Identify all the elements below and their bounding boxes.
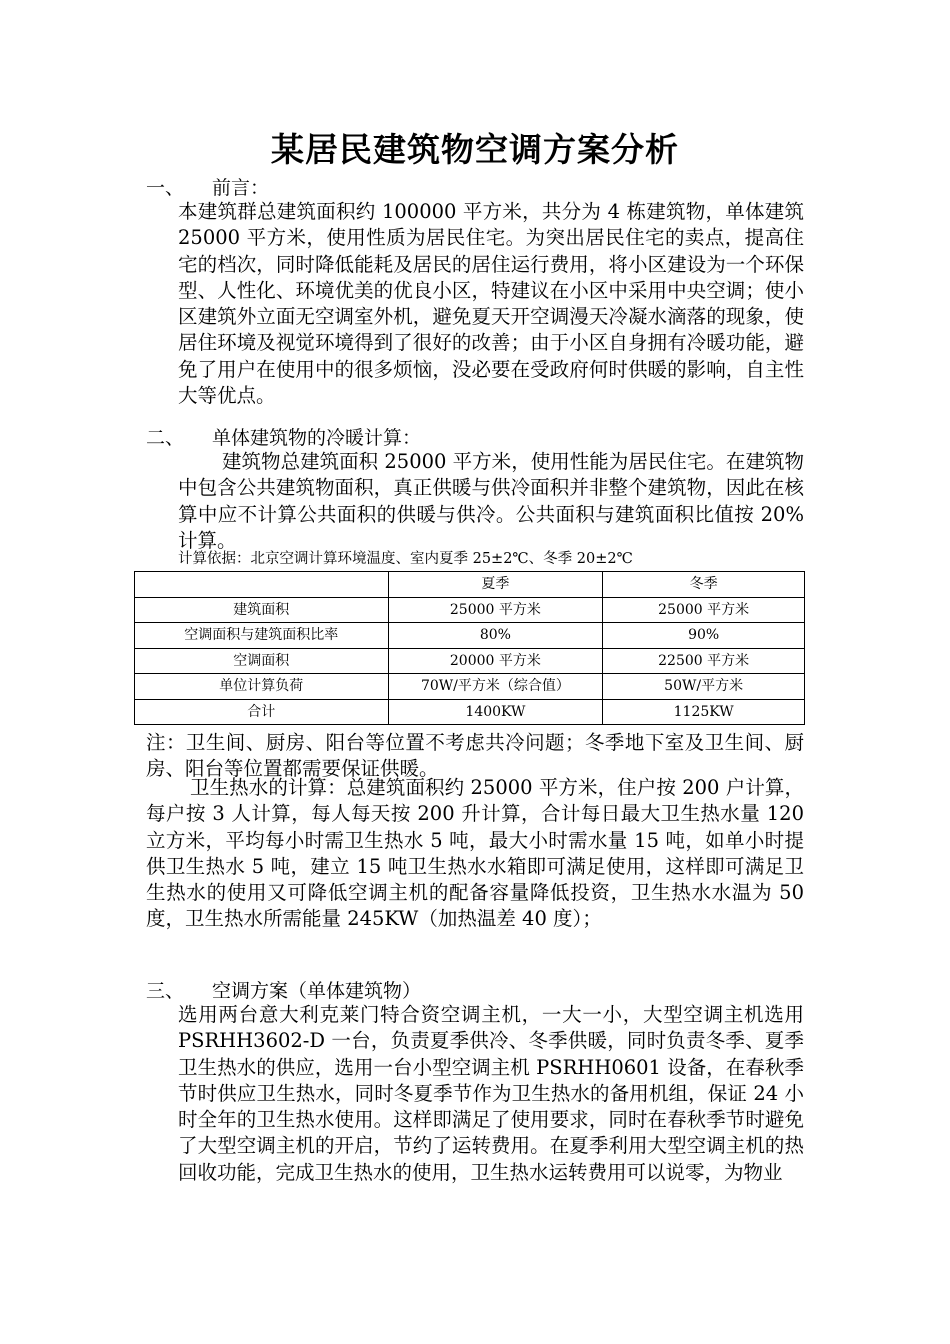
section-3-body <box>178 1002 804 1186</box>
table-header-cell: 冬季 <box>603 572 805 598</box>
table-cell: 1125KW <box>603 699 805 725</box>
table-row <box>135 623 805 649</box>
section-3-paragraph: 选用两台意大利克莱门特合资空调主机，一大一小，大型空调主机选用 PSRHH3602-D 一台，负责夏季供冷、冬季供暖，同时负责冬季、夏季卫生热水的供应，选用一台小型空调主机 PSRHH0601 设备，在春秋季节时供应卫生热水，同时冬夏季节作为卫生热水的备用机组，保证 24 小时全年的卫生热水使用。这样即满足了使用要求，同时在春秋季节时避免了大型空调主机的开启，节约了运转费用。在夏季利用大型空调主机的热回收功能，完成卫生热水的使用，卫生热水运转费用可以说零，为物业 <box>178 1003 804 1184</box>
section-3-number: 三、 <box>146 980 185 1002</box>
table-cell: 合计 <box>135 699 389 725</box>
table-row <box>135 597 805 623</box>
table-cell: 80% <box>388 623 603 649</box>
table-cell: 1400KW <box>388 699 603 725</box>
calculation-basis: 计算依据：北京空调计算环境温度、室内夏季 25±2℃、冬季 20±2℃ <box>178 551 633 567</box>
table-cell: 20000 平方米 <box>388 648 603 674</box>
table-cell: 空调面积与建筑面积比率 <box>135 623 389 649</box>
section-2-body <box>178 449 804 554</box>
table-row <box>135 648 805 674</box>
section-2-title: 单体建筑物的冷暖计算： <box>212 427 422 449</box>
section-2-paragraph: 建筑物总建筑面积 25000 平方米，使用性能为居民住宅。在建筑物中包含公共建筑物面积，真正供暖与供冷面积并非整个建筑物，因此在核算中应不计算公共面积的供暖与供冷。公共面积与建筑面积比值按 20%计算。 <box>178 450 804 552</box>
table-cell: 单位计算负荷 <box>135 674 389 700</box>
table-header-cell: 夏季 <box>388 572 603 598</box>
section-1-number: 一、 <box>146 177 185 199</box>
load-calculation-table <box>134 571 805 725</box>
hot-water-calculation <box>146 775 804 933</box>
table-row <box>135 699 805 725</box>
table-cell: 25000 平方米 <box>388 597 603 623</box>
table-cell: 22500 平方米 <box>603 648 805 674</box>
table-cell: 90% <box>603 623 805 649</box>
hot-water-text: 卫生热水的计算：总建筑面积约 25000 平方米，住户按 200 户计算，每户按 3 人计算，每人每天按 200 升计算，合计每日最大卫生热水量 120 立方米，平均每小时需卫生热水 5 吨，最大小时需水量 15 吨，如单小时提供卫生热水 5 吨，建立 15 吨卫生热水水箱即可满足使用，这样即可满足卫生热水的使用又可降低空调主机的配备容量降低投资，卫生热水水温为 50 度，卫生热水所需能量 245KW（加热温差 40 度）； <box>146 776 804 931</box>
section-2-number: 二、 <box>146 427 185 449</box>
table-header-cell <box>135 572 389 598</box>
table-cell: 建筑面积 <box>135 597 389 623</box>
section-1-title: 前言： <box>212 177 270 199</box>
table-cell: 25000 平方米 <box>603 597 805 623</box>
section-1-paragraph: 本建筑群总建筑面积约 100000 平方米，共分为 4 栋建筑物，单体建筑 25000 平方米，使用性质为居民住宅。为突出居民住宅的卖点，提高住宅的档次，同时降低能耗及居民的居住运行费用，将小区建设为一个环保型、人性化、环境优美的优良小区，特建议在小区中采用中央空调；使小区建筑外立面无空调室外机，避免夏天开空调漫天冷凝水滴落的现象，使居住环境及视觉环境得到了很好的改善；由于小区自身拥有冷暖功能，避免了用户在使用中的很多烦恼，没必要在受政府何时供暖的影响，自主性大等优点。 <box>178 200 804 408</box>
note-text: 注：卫生间、厨房、阳台等位置不考虑共冷问题；冬季地下室及卫生间、厨房、阳台等位置都需要保证供暖。 <box>146 731 804 781</box>
document-title: 某居民建筑物空调方案分析 <box>271 130 679 169</box>
section-1-heading <box>146 175 269 201</box>
table-cell: 空调面积 <box>135 648 389 674</box>
section-3-title: 空调方案（单体建筑物） <box>212 980 422 1002</box>
table-cell: 70W/平方米（综合值） <box>388 674 603 700</box>
section-3-heading <box>146 978 421 1004</box>
table-header-row <box>135 572 805 598</box>
section-1-body <box>178 199 804 409</box>
table-row <box>135 674 805 700</box>
section-2-heading <box>146 425 421 451</box>
table-cell: 50W/平方米 <box>603 674 805 700</box>
